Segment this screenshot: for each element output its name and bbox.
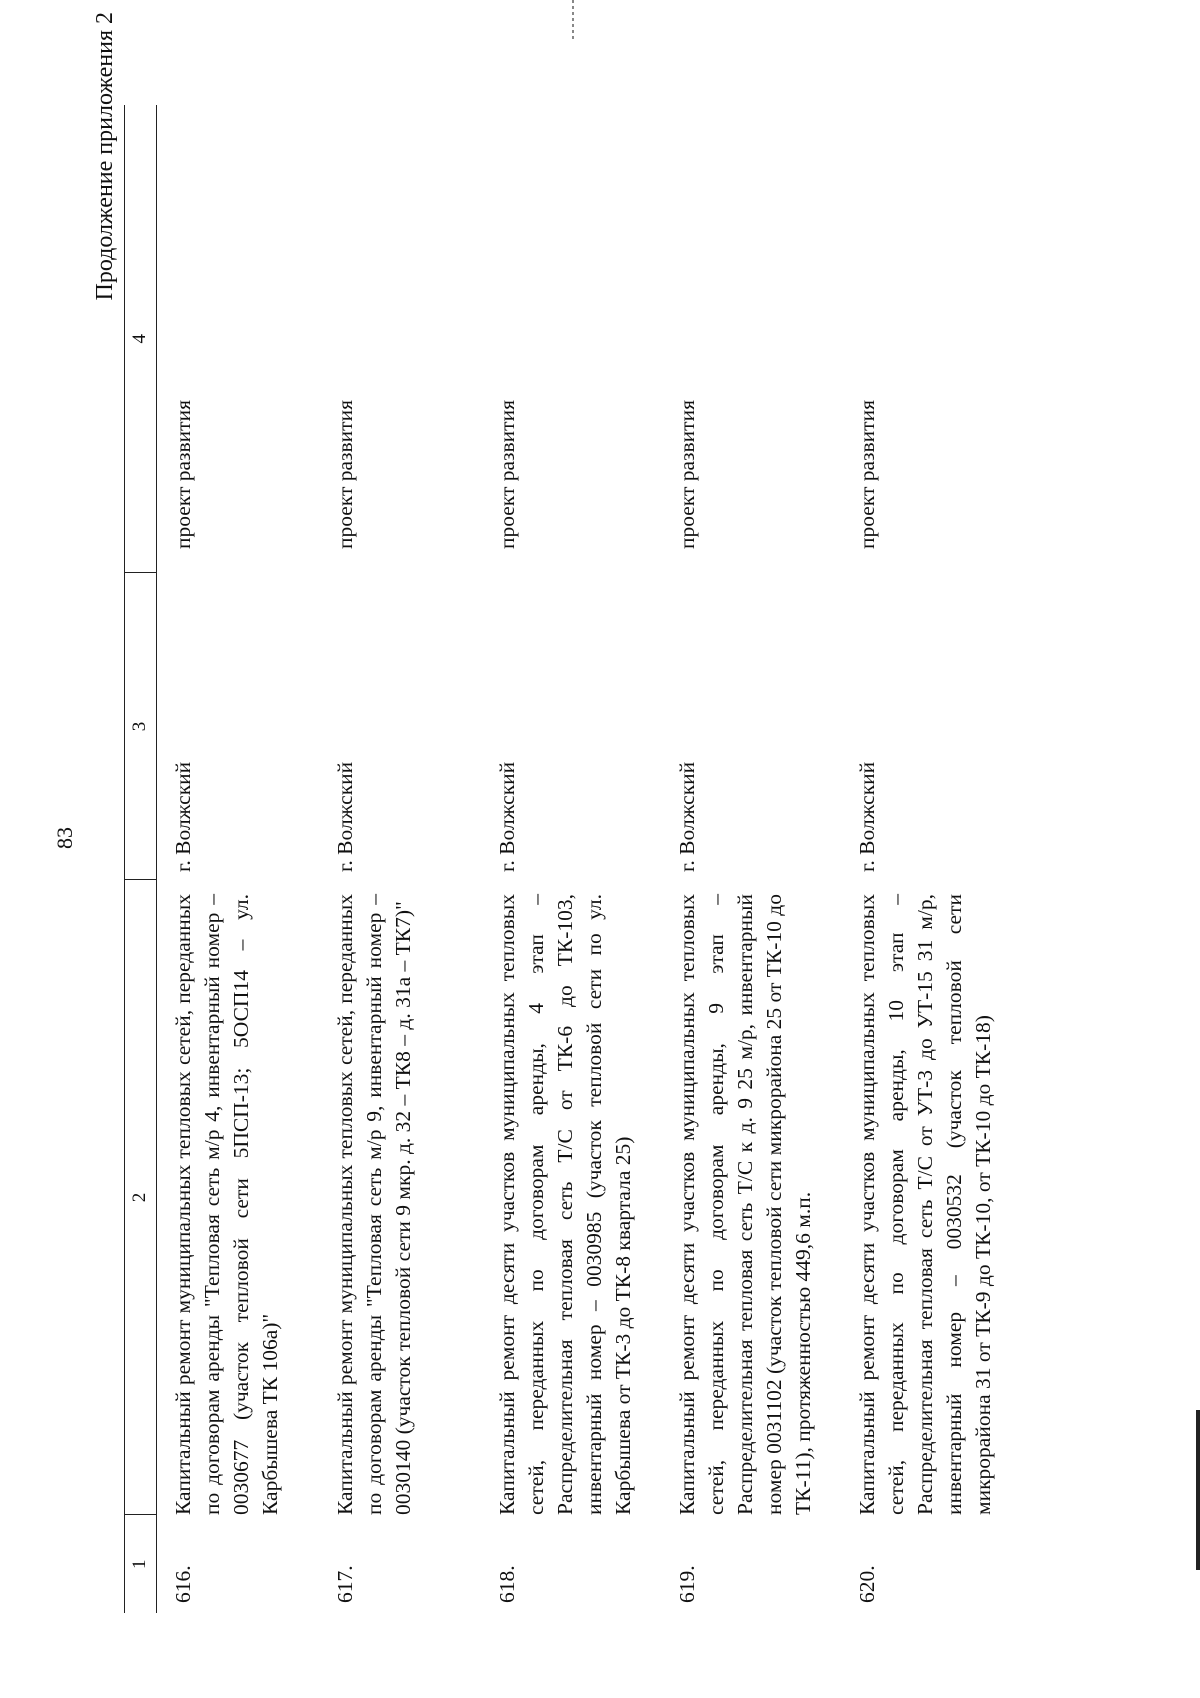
row-city: г. Волжский <box>494 761 519 872</box>
continuation-label: Продолжение приложения 2 <box>92 12 118 301</box>
table-row <box>156 105 319 1613</box>
row-number: 619. <box>674 1565 699 1603</box>
row-city: г. Волжский <box>332 761 357 872</box>
row-status: проект развития <box>674 400 699 549</box>
header-row <box>125 105 157 1613</box>
row-city: г. Волжский <box>170 761 195 872</box>
row-number: 616. <box>170 1565 195 1603</box>
header-col-3: 3 <box>125 573 157 880</box>
row-description: Капитальный ремонт десяти участков муниципальных тепловых сетей, переданных по договорам аренды, 4 этап – Распределительная тепловая сеть Т/С от ТК-6 до ТК-103, инвентарный номер – 0030985 (участок тепловой сети по ул. Карбышева от ТК-3 до ТК-8 квартала 25) <box>494 894 635 1515</box>
row-status: проект развития <box>494 400 519 549</box>
row-status: проект развития <box>854 400 879 549</box>
page-number: 83 <box>52 827 77 849</box>
row-description: Капитальный ремонт муниципальных тепловых сетей, переданных по договорам аренды "Тепловая сеть м/р 9, инвентарный номер – 0030140 (участок тепловой сети 9 мкр. д. 32 – ТК8 – д. 31а – ТК7)" <box>332 894 415 1515</box>
row-description: Капитальный ремонт муниципальных тепловых сетей, переданных по договорам аренды "Тепловая сеть м/р 4, инвентарный номер – 0030677 (участок тепловой сети 5ПСП-13; 5ОСП14 – ул. Карбышева ТК 106а)" <box>170 894 282 1515</box>
row-number: 618. <box>494 1565 519 1603</box>
row-city: г. Волжский <box>674 761 699 872</box>
row-description: Капитальный ремонт десяти участков муниципальных тепловых сетей, переданных по договорам аренды, 10 этап – Распределительная тепловая сеть Т/С от УТ-3 до УТ-15 31 м/р, инвентарный номер – 0030532 (участок тепловой сети микрорайона 31 от ТК-9 до ТК-10, от ТК-10 до ТК-18) <box>854 894 995 1515</box>
row-status: проект развития <box>170 400 195 549</box>
table-row <box>319 105 481 1613</box>
row-description: Капитальный ремонт десяти участков муниципальных тепловых сетей, переданных по договорам аренды, 9 этап – Распределительная тепловая сеть Т/С к д. 9 25 м/р, инвентарный номер 0031102 (участок тепловой сети микрорайона 25 от ТК-10 до ТК-11), протяженностью 449,6 м.п. <box>674 894 815 1515</box>
header-col-1: 1 <box>125 1515 157 1613</box>
row-number: 620. <box>854 1565 879 1603</box>
table-row <box>481 105 661 1613</box>
row-number: 617. <box>332 1565 357 1603</box>
appendix-table <box>124 105 1021 1613</box>
row-city: г. Волжский <box>854 761 879 872</box>
header-col-4: 4 <box>125 105 157 573</box>
table-row <box>661 105 841 1613</box>
header-col-2: 2 <box>125 880 157 1515</box>
table-row <box>841 105 1021 1613</box>
row-status: проект развития <box>332 400 357 549</box>
